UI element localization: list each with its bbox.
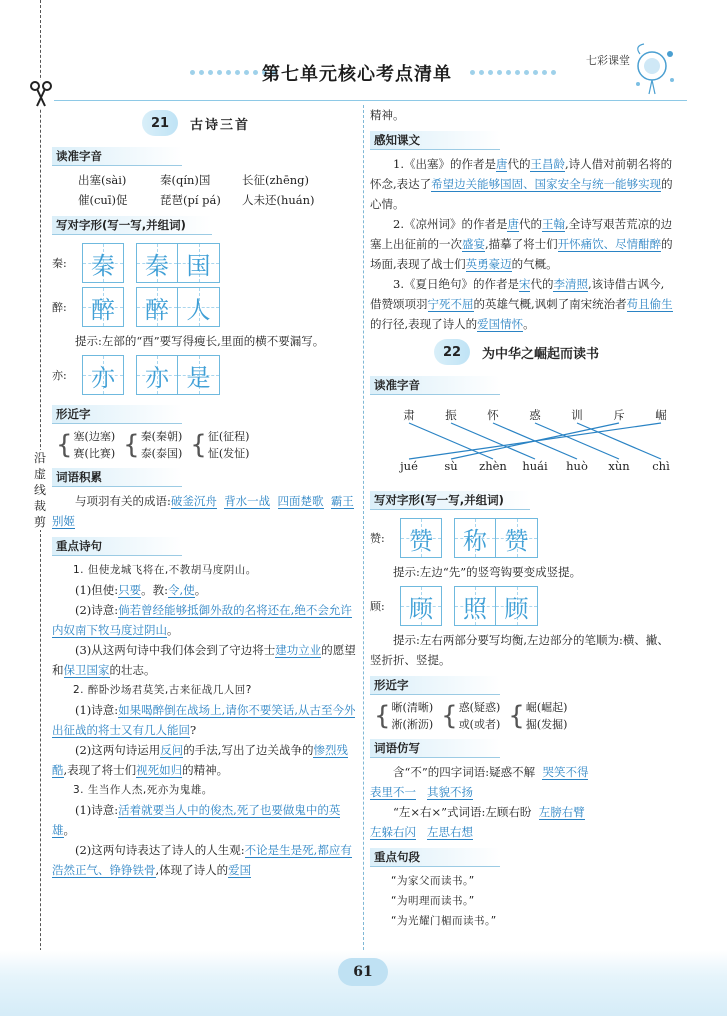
poem-note: (1)但使:只要。教:令,使。 [75, 583, 207, 597]
left-column [52, 105, 357, 880]
tian-grid-cell: 照 [454, 586, 496, 626]
lesson-22-header [370, 334, 675, 370]
match-pinyin: jué sù zhèn huái huò xùn chì [400, 459, 670, 473]
section-key-poems: 重点诗句 [52, 537, 182, 556]
imitation-line: 左躲右闪 左思右想 [370, 825, 473, 839]
right-column [370, 105, 675, 931]
write-row [52, 355, 357, 395]
page-header [0, 0, 727, 110]
section-write: 写对字形(写一写,并组词) [52, 216, 212, 235]
lesson-title: 为中华之崛起而读书 [482, 346, 600, 362]
poem-note: (1)诗意:如果喝醉倒在战场上,请你不要笑话,从古至今外出征战的将士又有几人能回? [52, 703, 356, 737]
lesson-number: 21 [142, 110, 178, 136]
tian-grid-pair [136, 355, 220, 395]
page-title: 第七单元核心考点清单 [262, 64, 452, 85]
key-sentence: “为家父而读书。” [391, 875, 475, 887]
tian-grid-cell: 国 [178, 243, 220, 283]
tian-grid-cell: 是 [178, 355, 220, 395]
write-row [52, 243, 357, 283]
brand-logo-icon [630, 40, 680, 100]
section-pinyin: 读准字音 [52, 147, 182, 166]
similar-group: { 塞(边塞) 赛(比赛) [56, 430, 116, 460]
tian-grid-pair [454, 518, 538, 558]
poem-note: (3)从这两句诗中我们体会到了守边将士建功立业的愿望和保卫国家的壮志。 [52, 643, 356, 677]
section-word-imitation: 词语仿写 [370, 739, 500, 758]
lesson-title: 古诗三首 [190, 117, 251, 133]
write-row [52, 287, 357, 327]
pinyin-item: 催(cuī)促 [78, 193, 128, 207]
tian-grid-cell: 亦 [82, 355, 124, 395]
similar-group: { 晰(清晰) 淅(淅沥) [374, 701, 434, 731]
pinyin-item: 出塞(sài) [78, 173, 127, 187]
similar-group: { 崛(崛起) 掘(发掘) [508, 701, 568, 731]
tian-grid-cell: 亦 [136, 355, 178, 395]
brand-name: 七彩课堂 [586, 54, 630, 67]
write-label: 顾: [370, 600, 385, 613]
tian-grid-cell: 秦 [82, 243, 124, 283]
tip-text: 提示:左边“先”的竖弯钩要变成竖提。 [393, 565, 582, 579]
poem-note: (2)这两句诗运用反问的手法,写出了边关战争的惨烈残酷,表现了将士们视死如归的精神。 [52, 743, 348, 777]
overview-paragraph: 2.《凉州词》的作者是唐代的王翰,全诗写艰苦荒凉的边塞上出征前的一次盛宴,描摹了将士们开怀痛饮、尽情酣醉的场面,表现了战士们英勇豪迈的气概。 [370, 217, 673, 271]
section-text-overview: 感知课文 [370, 131, 500, 150]
similar-group: { 征(征程) 怔(发怔) [190, 430, 250, 460]
section-similar-chars: 形近字 [370, 676, 500, 695]
tian-grid-cell: 顾 [496, 586, 538, 626]
tian-grid-pair [454, 586, 538, 626]
key-sentence: “为光耀门楣而读书。” [391, 915, 497, 927]
imitation-line: 表里不一 其貌不扬 [370, 785, 473, 799]
tian-grid-cell: 赞 [496, 518, 538, 558]
write-label: 赞: [370, 532, 385, 545]
poem-note: (1)诗意:活着就要当人中的俊杰,死了也要做鬼中的英雄。 [52, 803, 341, 837]
tian-grid-pair [136, 287, 220, 327]
section-vocab: 词语积累 [52, 468, 182, 487]
poem-line: 3. 生当作人杰,死亦为鬼雄。 [73, 784, 213, 796]
tip-text: 提示:左部的“酉”要写得瘦长,里面的横不要漏写。 [75, 334, 325, 348]
tian-grid-cell: 赞 [400, 518, 442, 558]
page-number: 61 [338, 958, 388, 986]
pinyin-list [52, 170, 357, 210]
similar-group: { 秦(秦朝) 泰(泰国) [123, 430, 183, 460]
section-pinyin: 读准字音 [370, 376, 500, 395]
pinyin-item: 秦(qín)国 [160, 173, 211, 187]
imitation-line: 含“不”的四字词语:疑惑不解 哭笑不得 [393, 765, 589, 779]
pinyin-item: 长征(zhēng) [242, 173, 310, 187]
section-similar-chars: 形近字 [52, 405, 182, 424]
write-label: 醉: [52, 301, 67, 314]
poem-note: (2)诗意:倘若曾经能够抵御外敌的名将还在,绝不会允许内奴南下牧马度过阴山。 [52, 603, 352, 637]
poem-line: 1. 但使龙城飞将在,不教胡马度阴山。 [73, 564, 257, 576]
write-row [370, 518, 675, 558]
match-chars: 肃 振 怀 惑 训 斥 崛 [403, 408, 667, 422]
tip-text: 提示:左右两部分要写均衡,左边部分的笔顺为:横、撇、竖折折、竖提。 [370, 633, 669, 667]
pinyin-item: 琵琶(pí pá) [160, 193, 221, 207]
tian-grid-cell: 称 [454, 518, 496, 558]
tian-grid-cell: 醉 [82, 287, 124, 327]
lesson-21-header [52, 105, 357, 141]
header-divider [40, 100, 687, 101]
similar-chars-table [370, 699, 675, 733]
pinyin-matching [370, 403, 675, 481]
section-key-sentences: 重点句段 [370, 848, 500, 867]
tian-grid-cell: 秦 [136, 243, 178, 283]
write-label: 秦: [52, 257, 67, 270]
continued-text: 精神。 [370, 108, 405, 122]
overview-paragraph: 1.《出塞》的作者是唐代的王昌龄,诗人借对前朝名将的怀念,表达了希望边关能够国固、国家安全与统一能够实现的心情。 [370, 157, 673, 211]
tian-grid-cell: 醉 [136, 287, 178, 327]
tian-grid-cell: 顾 [400, 586, 442, 626]
title-dots-right [470, 70, 556, 76]
similar-chars-table [52, 428, 357, 462]
section-write: 写对字形(写一写,并组词) [370, 491, 530, 510]
overview-paragraph: 3.《夏日绝句》的作者是宋代的李清照,该诗借古讽今,借赞颂项羽宁死不屈的英雄气概,讽刺了南宋统治者苟且偷生的行径,表现了诗人的爱国情怀。 [370, 277, 673, 331]
column-divider [363, 105, 364, 950]
tian-grid-cell: 人 [178, 287, 220, 327]
lesson-number: 22 [434, 339, 470, 365]
similar-group: { 惑(疑惑) 或(或者) [441, 701, 501, 731]
write-label: 亦: [52, 369, 67, 382]
scissors-icon [28, 80, 54, 108]
poem-note: (2)这两句诗表达了诗人的人生观:不论是生是死,都应有浩然正气、铮铮铁骨,体现了诗人的爱国 [52, 843, 352, 877]
key-sentence: “为明理而读书。” [391, 895, 475, 907]
write-row [370, 586, 675, 626]
imitation-line: “左×右×”式词语:左顾右盼 左膀右臂 [393, 805, 585, 819]
pinyin-item: 人未还(huán) [242, 193, 315, 207]
vocab-text: 与项羽有关的成语:破釜沉舟 背水一战 四面楚歌 霸王别姬 [52, 494, 354, 528]
cut-instruction: 沿虚线裁剪 [30, 450, 50, 530]
poem-line: 2. 醉卧沙场君莫笑,古来征战几人回? [73, 684, 252, 696]
tian-grid-pair [136, 243, 220, 283]
